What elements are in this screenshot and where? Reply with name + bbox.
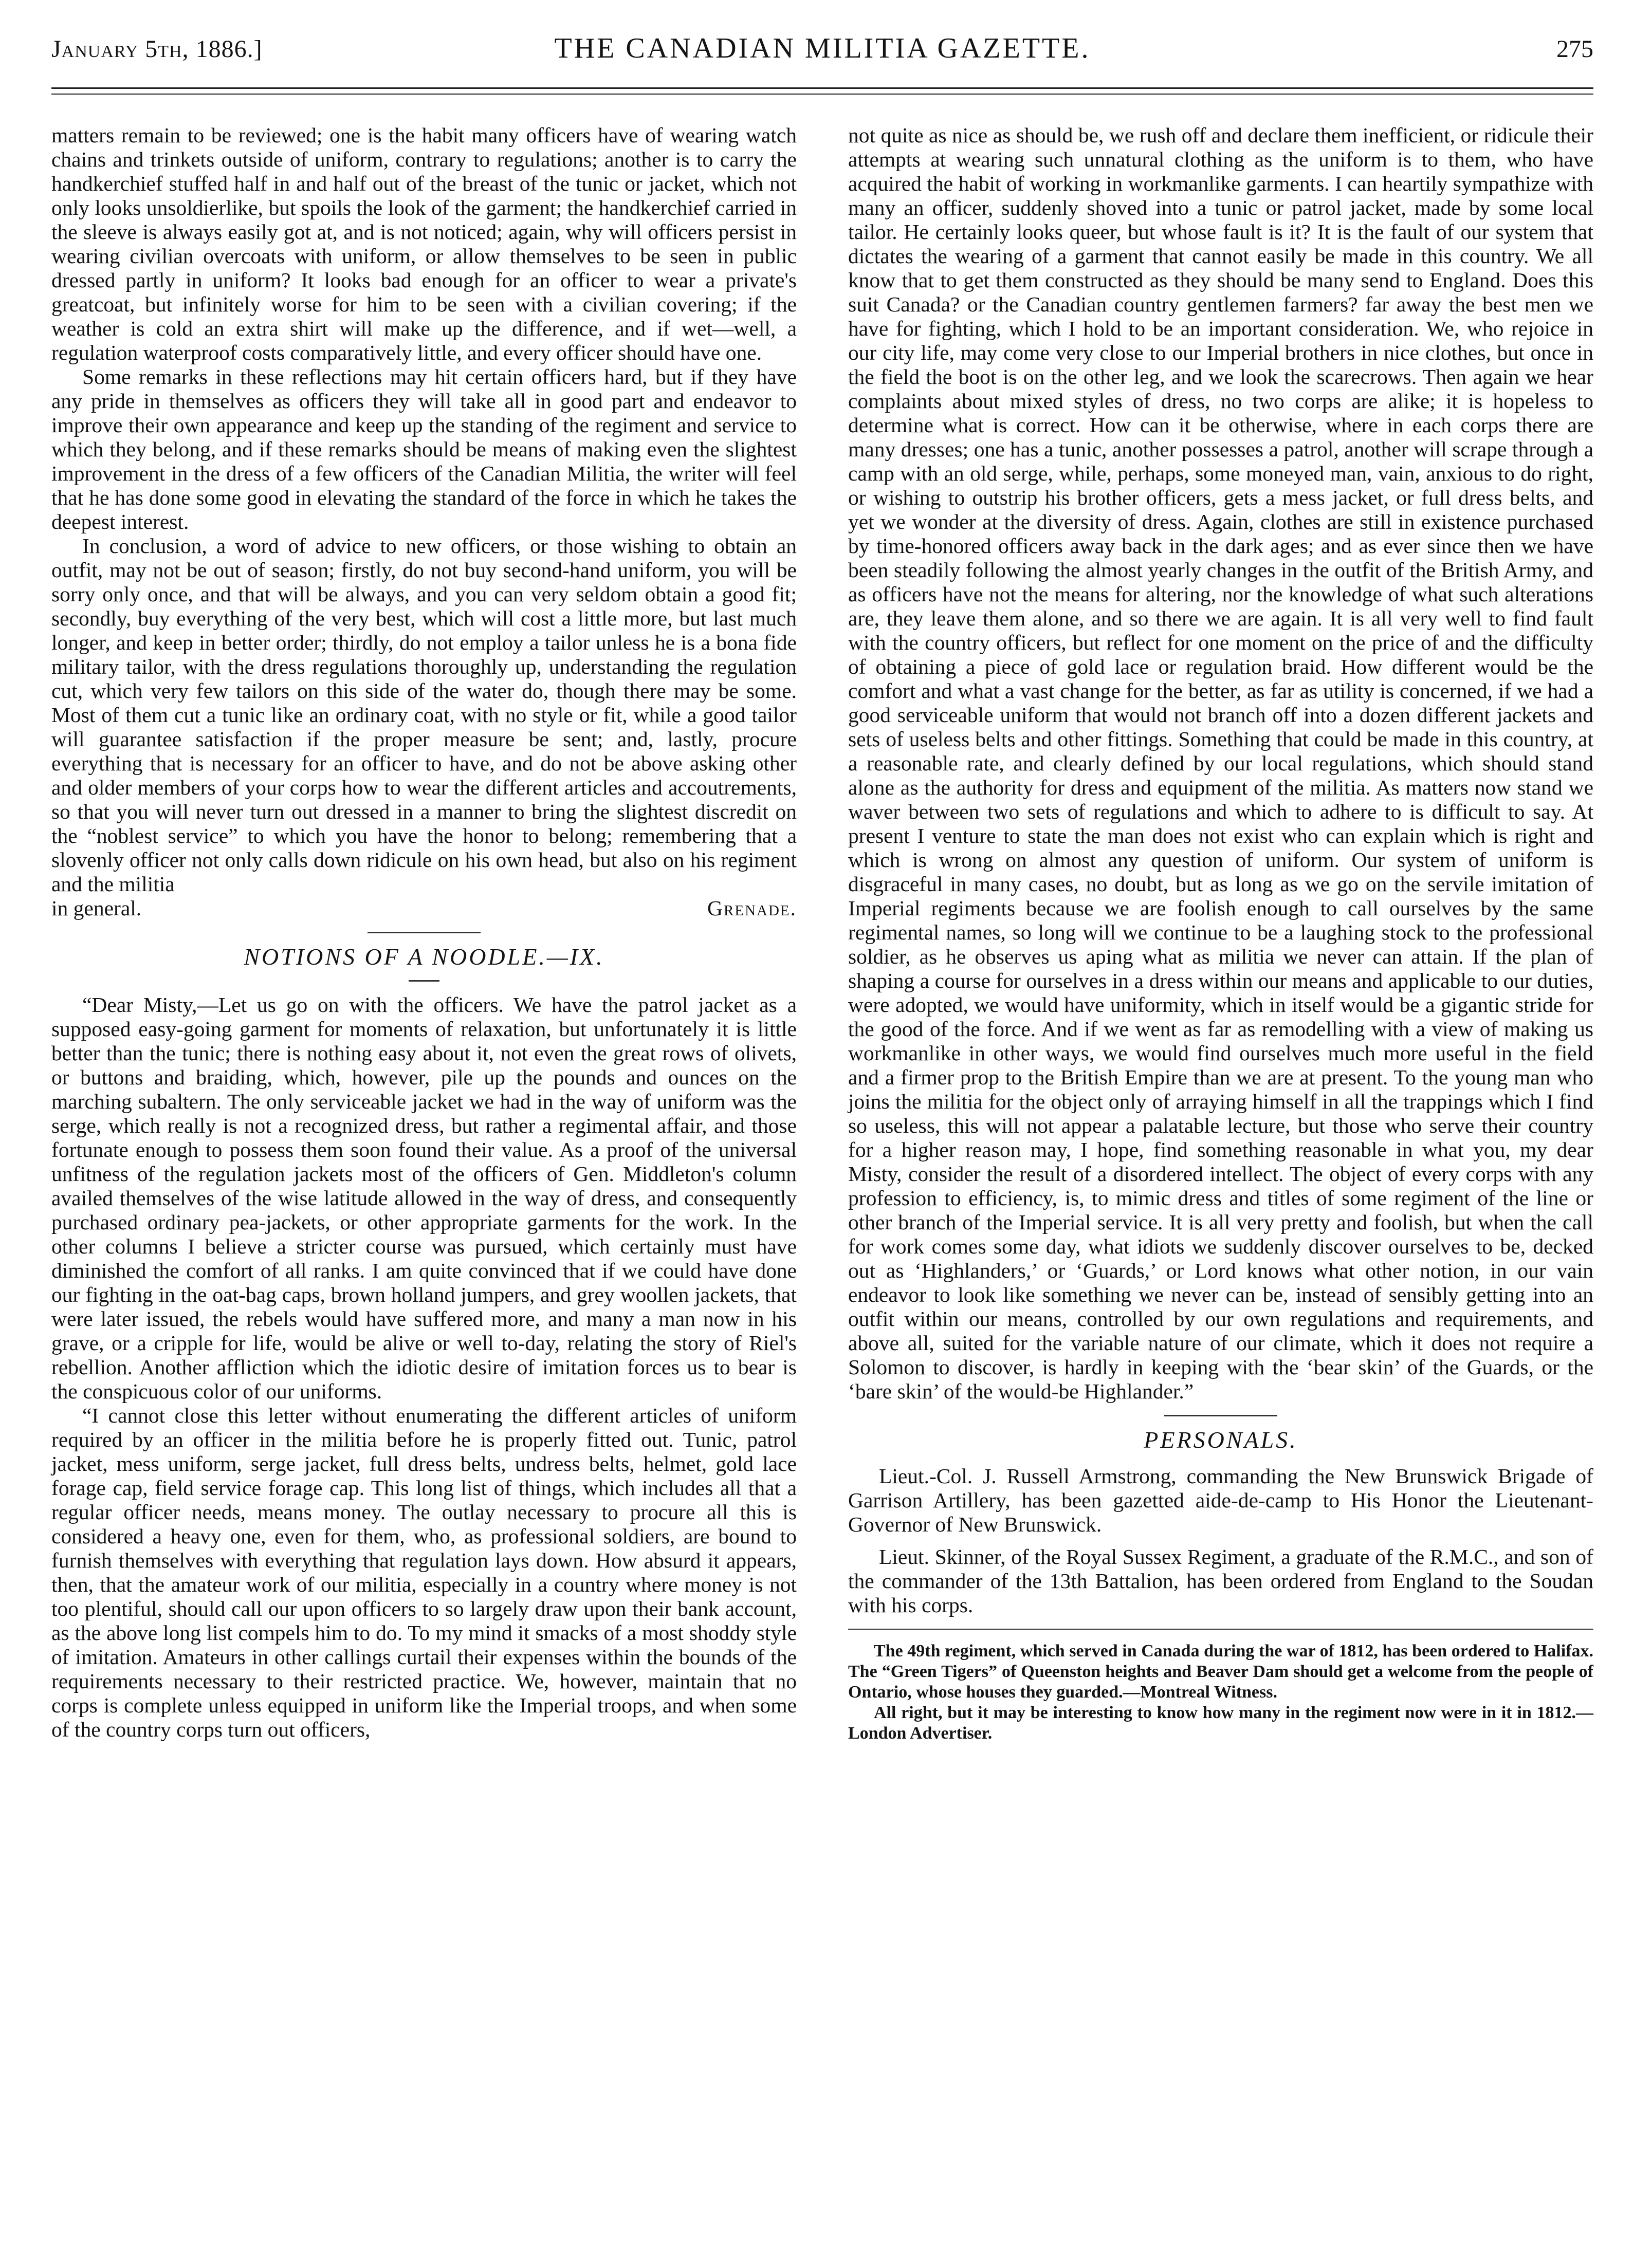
letter-paragraph: “Dear Misty,—Let us go on with the officers. We have the patrol jacket as a supposed easy-going garment for moments of relaxation, but unfortunately it is little better than the tunic; there is nothing easy about it, not even the great rows of olivets, or buttons and braiding, which, however, pile up the pounds and ounces on the marching subaltern. The only serviceable jacket we had in the way of uniform was the serge, which really is not a recognized dress, but rather a regimental affair, and those fortunate enough to possess them soon found their value. As a proof of the universal unfitness of the regulation jackets most of the officers of Gen. Middleton's column availed themselves of the wise latitude allowed in the way of dress, and consequently purchased ordinary pea-jackets, or other appropriate garments for the work. In the other columns I believe a stricter course was pursued, which certainly must have diminished the comfort of all ranks. I am quite convinced that if we could have done our fighting in the oat-bag caps, brown holland jumpers, and grey woollen jackets, that were later issued, the rebels would have suffered more, and many a man now in his grave, or a cripple for life, would be alive or well to-day, relating the story of Riel's rebellion. Another affliction which the idiotic desire of imitation forces us to bear is the conspicuous color of our uniforms. <box>51 993 797 1403</box>
letter-paragraph: “I cannot close this letter without enumerating the different articles of uniform required by an officer in the militia before he is properly fitted out. Tunic, patrol jacket, mess uniform, serge jacket, full dress belts, undress belts, helmet, gold lace forage cap, field service forage cap. This long list of things, which includes all that a regular officer needs, means money. The outlay necessary to procure all this is considered a heavy one, even for them, who, as professional soldiers, are bound to furnish themselves with everything that regulation lays down. How absurd it appears, then, that the amateur work of our militia, especially in a country where money is not too plentiful, should call our upon officers to so largely draw upon their bank account, as the above long list compels him to do. To my mind it smacks of a most shoddy style of imitation. Amateurs in other callings curtail their expenses within the bounds of the requirements necessary to their restricted practice. We, however, maintain that no corps is complete unless equipped in uniform like the Imperial troops, and when some of the country corps turn out officers, <box>51 1404 797 1741</box>
letter-paragraph: not quite as nice as should be, we rush off and declare them inefficient, or ridicule their attempts at wearing such unnatural clothing as the uniform is to them, who have acquired the habit of working in workmanlike garments. I can heartily sympathize with many an officer, suddenly shoved into a tunic or patrol jacket, made by some local tailor. He certainly looks queer, but whose fault is it? It is the fault of our system that dictates the wearing of a garment that cannot easily be made in this country. We all know that to get them constructed as they should be many send to England. Does this suit Canada? or the Canadian country gentlemen farmers? far away the best men we have for fighting, which I hold to be an important consideration. We, who rejoice in our city life, may come very close to our Imperial brothers in nice clothes, but once in the field the boot is on the other leg, and we look the scarecrows. Then again we hear complaints about mixed styles of dress, no two corps are alike; it is hopeless to determine what is correct. How can it be otherwise, where in each corps there are many dresses; one has a tunic, another possesses a patrol, another will scrape through a camp with an old serge, while, perhaps, some moneyed man, vain, anxious to do right, or wishing to outstrip his brother officers, gets a mess jacket, or full dress belts, and yet we wonder at the diversity of dress. Again, clothes are still in existence purchased by time-honored officers away back in the dark ages; and as ever since then we have been steadily following the almost yearly changes in the outfit of the British Army, and as officers have not the means for altering, nor the knowledge of what such alterations are, they leave them alone, and so there we are again. It is all very well to find fault with the country officers, but reflect for one moment on the price of and the difficulty of obtaining a piece of gold lace or regulation braid. How different would be the comfort and what a vast change for the better, as far as utility is concerned, if we had a good serviceable uniform that would not branch off into a dozen different jackets and sets of useless belts and other fittings. Something that could be made in this country, at a reasonable rate, and clearly defined by our local regulations, which should stand alone as the authority for dress and equipment of the militia. As matters now stand we waver between two sets of regulations and which to adhere to is difficult to say. At present I venture to state the man does not exist who can explain which is right and which is wrong on almost any question of uniform. Our system of uniform is disgraceful in many cases, no doubt, but as long as we go on the servile imitation of Imperial regiments because we are foolish enough to call ourselves by the same regimental names, so long will we continue to be a laughing stock to the professional soldier, as he observes us aping what as militia we never can attain. If the plan of shaping a course for ourselves in a dress within our means and applicable to our duties, were adopted, we would have uniformity, which in itself would be a gigantic stride for the good of the force. And if we went as far as remodelling with a view of making us workmanlike in other ways, we would find ourselves much more useful in the field and a firmer prop to the British Empire than we are at present. To the young man who joins the militia for the object only of arraying himself in all the trappings which I find so useless, this will not appear a palatable lecture, but those who serve their country for a higher reason may, I hope, find something reasonable in what you, my dear Misty, consider the result of a disordered intellect. The object of every corps with any profession to efficiency, is, to mimic dress and titles of some regiment of the line or other branch of the Imperial service. It is all very pretty and foolish, but when the call for work comes some day, what idiots we suddenly discover ourselves to be, decked out as ‘Highlanders,’ or ‘Guards,’ or Lord knows what other notion, in our vain endeavor to look like something we never can be, instead of sensibly getting into an outfit within our means, controlled by our own regulations and requirements, and above all, suited for the variable nature of our climate, which it does not require a Solomon to discover, is hardly in keeping with the ‘bear skin’ of the Guards, or the ‘bare skin’ of the would-be Highlander.” <box>848 123 1593 1403</box>
section-divider <box>409 980 439 982</box>
section-title-personals: PERSONALS. <box>1144 1427 1298 1453</box>
section-divider <box>1164 1415 1277 1416</box>
news-note: All right, but it may be interesting to know how many in the regiment now were in it in 1812.—London Advertiser. <box>848 1703 1593 1743</box>
section-title-notions: NOTIONS OF A NOODLE.—IX. <box>244 944 604 970</box>
article-closing-text: in general. <box>51 896 142 920</box>
publication-title: THE CANADIAN MILITIA GAZETTE. <box>554 32 1091 64</box>
personal-item: Lieut.-Col. J. Russell Armstrong, commanding the New Brunswick Brigade of Garrison Artillery, has been gazetted aide-de-camp to His Honor the Lieutenant-Governor of New Brunswick. <box>848 1464 1593 1536</box>
author-signature: Grenade. <box>707 896 797 920</box>
issue-date: January 5th, 1886.] <box>51 35 263 63</box>
header-rule-top <box>51 87 1593 89</box>
section-divider <box>848 1629 1593 1630</box>
article-paragraph: Some remarks in these reflections may hit certain officers hard, but if they have any pride in themselves as officers they will take all in good part and endeavor to improve their own appearance and keep up the standing of the regiment and service to which they belong, and if these remarks should be means of making even the slightest improvement in the dress of a few officers of the Canadian Militia, the writer will feel that he has done some good in elevating the standard of the force in which he takes the deepest interest. <box>51 365 797 533</box>
news-notes <box>848 1641 1593 1744</box>
personal-item: Lieut. Skinner, of the Royal Sussex Regiment, a graduate of the R.M.C., and son of the commander of the 13th Battalion, has been ordered from England to the Soudan with his corps. <box>848 1545 1593 1617</box>
page-header <box>51 21 1593 82</box>
article-paragraph: In conclusion, a word of advice to new officers, or those wishing to obtain an outfit, may not be out of season; firstly, do not buy second-hand uniform, you will be sorry only once, and that will be always, and you can very seldom obtain a good fit; secondly, buy everything of the very best, which will cost a little more, but last much longer, and keep in better order; thirdly, do not employ a tailor unless he is a bona fide military tailor, with the dress regulations thoroughly up, understanding the regulation cut, which very few tailors on this side of the water do, though there may be some. Most of them cut a tunic like an ordinary coat, with no style or fit, while a good tailor will guarantee satisfaction if the proper measure be sent; and, lastly, procure everything that is necessary for an officer to have, and do not be above asking other and older members of your corps how to wear the different articles and accoutrements, so that you will never turn out dressed in a manner to bring the slightest discredit on the “noblest service” to which you have the honor to belong; remembering that a slovenly officer not only calls down ridicule on his own head, but also on his regiment and the militia <box>51 534 797 896</box>
article-paragraph: matters remain to be reviewed; one is the habit many officers have of wearing watch chains and trinkets outside of uniform, contrary to regulations; another is to carry the handkerchief stuffed half in and half out of the breast of the tunic or jacket, which not only looks unsoldierlike, but spoils the look of the garment; the handkerchief carried in the sleeve is always easily got at, and is not noticed; again, why will officers persist in wearing civilian overcoats with uniform, or allow themselves to be seen in public dressed partly in uniform? It looks bad enough for an officer to wear a private's greatcoat, but infinitely worse for him to be seen with a civilian covering; if the weather is cold an extra shirt will make up the difference, and if wet—well, a regulation waterproof costs comparatively little, and every officer should have one. <box>51 123 797 364</box>
page-number: 275 <box>1556 35 1593 63</box>
section-divider <box>368 932 481 933</box>
news-note: The 49th regiment, which served in Canada during the war of 1812, has been ordered to Halifax. The “Green Tigers” of Queenston heights and Beaver Dam should get a welcome from the people of Ontario, whose houses they guarded.—Montreal Witness. <box>848 1642 1593 1702</box>
article-closing <box>51 896 797 920</box>
header-rule-bottom <box>51 94 1593 95</box>
right-column <box>848 123 1593 1744</box>
left-column <box>51 123 797 1742</box>
